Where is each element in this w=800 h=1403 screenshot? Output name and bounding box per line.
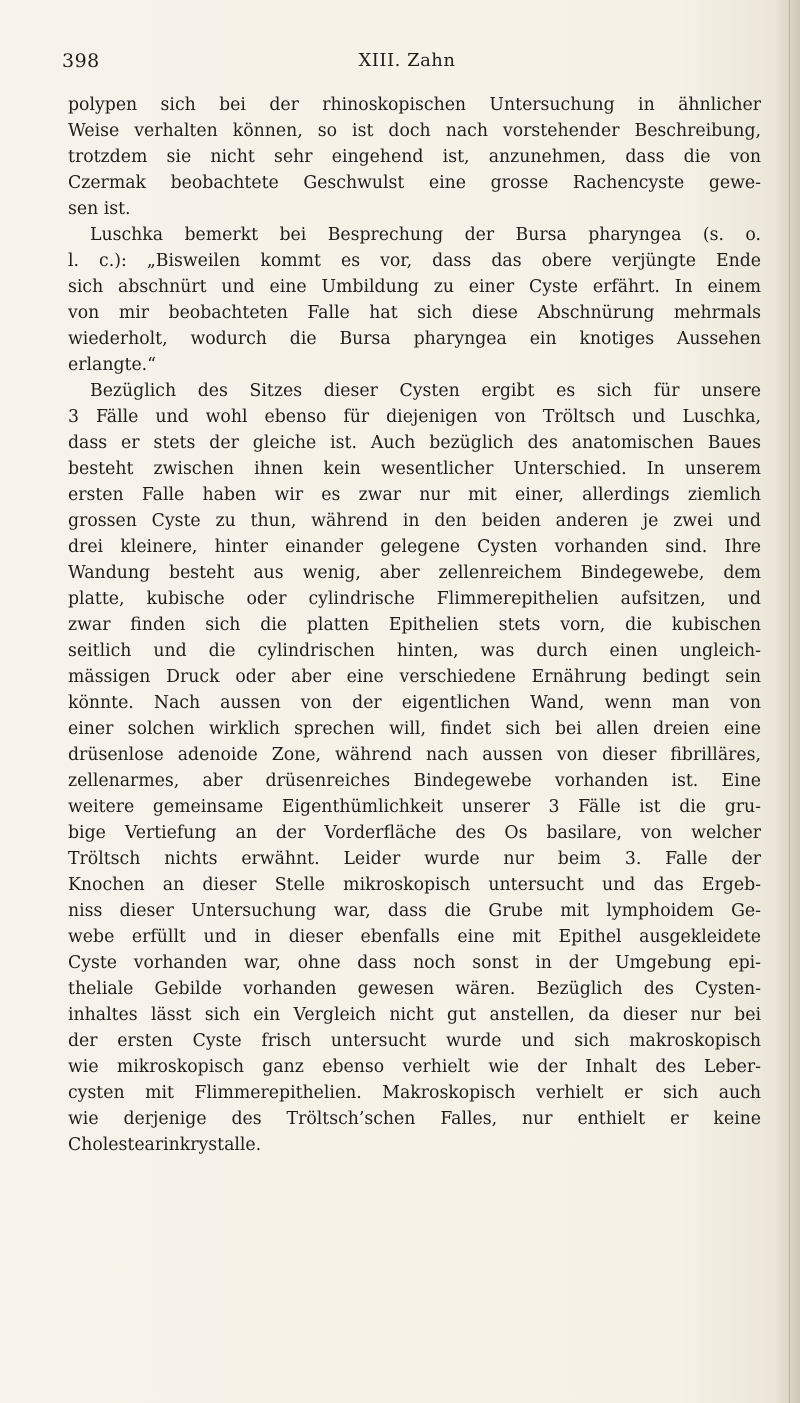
text-line: erlangte.“ [68,355,157,375]
text-line: zellenarmes, aber drüsenreiches Bindegewebe vorhanden ist. Eine [68,771,761,791]
text-line: wie mikroskopisch ganz ebenso verhielt wie der Inhalt des Leber- [68,1057,761,1077]
text-line: 3 Fälle und wohl ebenso für diejenigen von Tröltsch und Luschka, [68,407,761,427]
text-line: cysten mit Flimmerepithelien. Makroskopisch verhielt er sich auch [68,1083,761,1103]
text-line: Weise verhalten können, so ist doch nach vorstehender Beschreibung, [68,121,761,141]
text-line: von mir beobachteten Falle hat sich diese Abschnürung mehrmals [68,303,761,323]
text-line: drüsenlose adenoide Zone, während nach aussen von dieser fibrilläres, [68,745,761,765]
text-line: Czermak beobachtete Geschwulst eine grosse Rachencyste gewe- [68,173,761,193]
page-number: 398 [62,50,100,72]
body-text [68,92,761,1158]
text-line: webe erfüllt und in dieser ebenfalls eine mit Epithel ausgekleidete [68,927,761,947]
text-line: drei kleinere, hinter einander gelegene Cysten vorhanden sind. Ihre [68,537,761,557]
text-line: der ersten Cyste frisch untersucht wurde und sich makroskopisch [68,1031,761,1051]
text-line: Wandung besteht aus wenig, aber zellenreichem Bindegewebe, dem [68,563,761,583]
page-edge-shadow [776,0,800,1403]
text-line: platte, kubische oder cylindrische Flimmerepithelien aufsitzen, und [68,589,761,609]
text-line: theliale Gebilde vorhanden gewesen wären. Bezüglich des Cysten- [68,979,761,999]
page-header [62,50,752,80]
text-line: trotzdem sie nicht sehr eingehend ist, anzunehmen, dass die von [68,147,761,167]
text-line: Bezüglich des Sitzes dieser Cysten ergibt es sich für unsere [90,381,761,401]
text-line: ersten Falle haben wir es zwar nur mit einer, allerdings ziemlich [68,485,761,505]
text-line: Luschka bemerkt bei Besprechung der Bursa pharyngea (s. o. [90,225,761,245]
text-line: einer solchen wirklich sprechen will, findet sich bei allen dreien eine [68,719,761,739]
text-line: Cholestearinkrystalle. [68,1135,262,1155]
text-line: wie derjenige des Tröltsch’schen Falles, nur enthielt er keine [68,1109,761,1129]
text-line: l. c.): „Bisweilen kommt es vor, dass das obere verjüngte Ende [68,251,761,271]
text-line: mässigen Druck oder aber eine verschiedene Ernährung bedingt sein [68,667,761,687]
text-line: Tröltsch nichts erwähnt. Leider wurde nur beim 3. Falle der [68,849,761,869]
text-line: niss dieser Untersuchung war, dass die Grube mit lymphoidem Ge- [68,901,761,921]
text-line: dass er stets der gleiche ist. Auch bezüglich des anatomischen Baues [68,433,761,453]
text-line: zwar finden sich die platten Epithelien stets vorn, die kubischen [68,615,761,635]
text-line: wiederholt, wodurch die Bursa pharyngea ein knotiges Aussehen [68,329,761,349]
page-edge-rule [789,0,790,1403]
text-line: polypen sich bei der rhinoskopischen Untersuchung in ähnlicher [68,95,761,115]
running-title: XIII. Zahn [358,50,456,71]
text-line: bige Vertiefung an der Vorderfläche des Os basilare, von welcher [68,823,761,843]
text-line: sich abschnürt und eine Umbildung zu einer Cyste erfährt. In einem [68,277,761,297]
text-line: könnte. Nach aussen von der eigentlichen Wand, wenn man von [68,693,761,713]
text-line: grossen Cyste zu thun, während in den beiden anderen je zwei und [68,511,761,531]
text-line: seitlich und die cylindrischen hinten, was durch einen ungleich- [68,641,761,661]
text-line: Knochen an dieser Stelle mikroskopisch untersucht und das Ergeb- [68,875,761,895]
text-line: inhaltes lässt sich ein Vergleich nicht gut anstellen, da dieser nur bei [68,1005,761,1025]
text-line: Cyste vorhanden war, ohne dass noch sonst in der Umgebung epi- [68,953,761,973]
text-line: besteht zwischen ihnen kein wesentlicher Unterschied. In unserem [68,459,761,479]
text-line: weitere gemeinsame Eigenthümlichkeit unserer 3 Fälle ist die gru- [68,797,761,817]
text-line: sen ist. [68,199,131,219]
